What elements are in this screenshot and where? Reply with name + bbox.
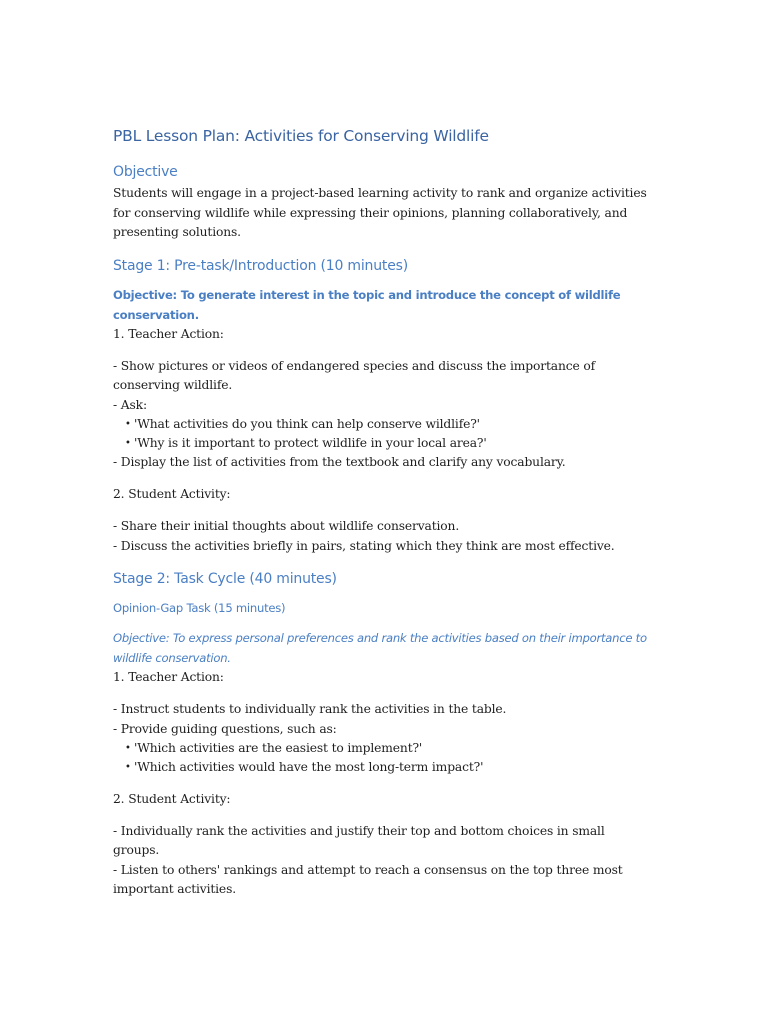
list-item: • 'Which activities would have the most long-term impact?' [113,758,653,777]
stage1-student-line2: - Discuss the activities briefly in pairs, stating which they think are most effective. [113,538,615,553]
bullet-icon: • [125,438,131,449]
stage2-question-list [113,739,653,777]
stage2-student-line2: - Listen to others' rankings and attempt to reach a consensus on the top three most important activities. [113,862,623,896]
stage1-question-list [113,415,653,453]
objective-heading: Objective [113,164,178,180]
stage2-student-line1: - Individually rank the activities and justify their top and bottom choices in small groups. [113,823,605,857]
bullet-icon: • [125,743,131,754]
stage2-objective: Objective: To express personal preferences and rank the activities based on their importance to wildlife conservation. [113,631,647,665]
stage2-teacher-label: 1. Teacher Action: [113,670,224,684]
stage1-teacher-label: 1. Teacher Action: [113,326,224,341]
objective-text: Students will engage in a project-based learning activity to rank and organize activities for conserving wildlife while expressing their opinions, planning collaboratively, and presenting solutions. [113,186,647,239]
stage1-teacher-line2: - Display the list of activities from the textbook and clarify any vocabulary. [113,455,566,469]
stage2-heading: Stage 2: Task Cycle (40 minutes) [113,571,337,587]
stage2-subheading: Opinion-Gap Task (15 minutes) [113,601,286,615]
bullet-icon: • [125,762,131,773]
stage1-student-label: 2. Student Activity: [113,487,231,501]
page-title: PBL Lesson Plan: Activities for Conserving Wildlife [113,127,489,145]
stage2-teacher-line1: - Instruct students to individually rank the activities in the table. [113,702,507,716]
stage2-teacher-line2: - Provide guiding questions, such as: [113,721,337,736]
list-item: • 'What activities do you think can help conserve wildlife?' [113,415,653,434]
stage2-student-label: 2. Student Activity: [113,791,231,806]
list-item: • 'Which activities are the easiest to implement?' [113,739,653,758]
stage1-teacher-line1: - Show pictures or videos of endangered species and discuss the importance of conserving wildlife. [113,358,596,392]
bullet-icon: • [125,419,131,430]
list-item: • 'Why is it important to protect wildlife in your local area?' [113,434,653,453]
stage1-student-line1: - Share their initial thoughts about wildlife conservation. [113,519,460,533]
stage1-objective: Objective: To generate interest in the topic and introduce the concept of wildlife conservation. [113,287,621,322]
document-content [113,124,653,900]
stage1-teacher-ask: - Ask: [113,397,147,412]
stage1-heading: Stage 1: Pre-task/Introduction (10 minutes) [113,257,408,274]
